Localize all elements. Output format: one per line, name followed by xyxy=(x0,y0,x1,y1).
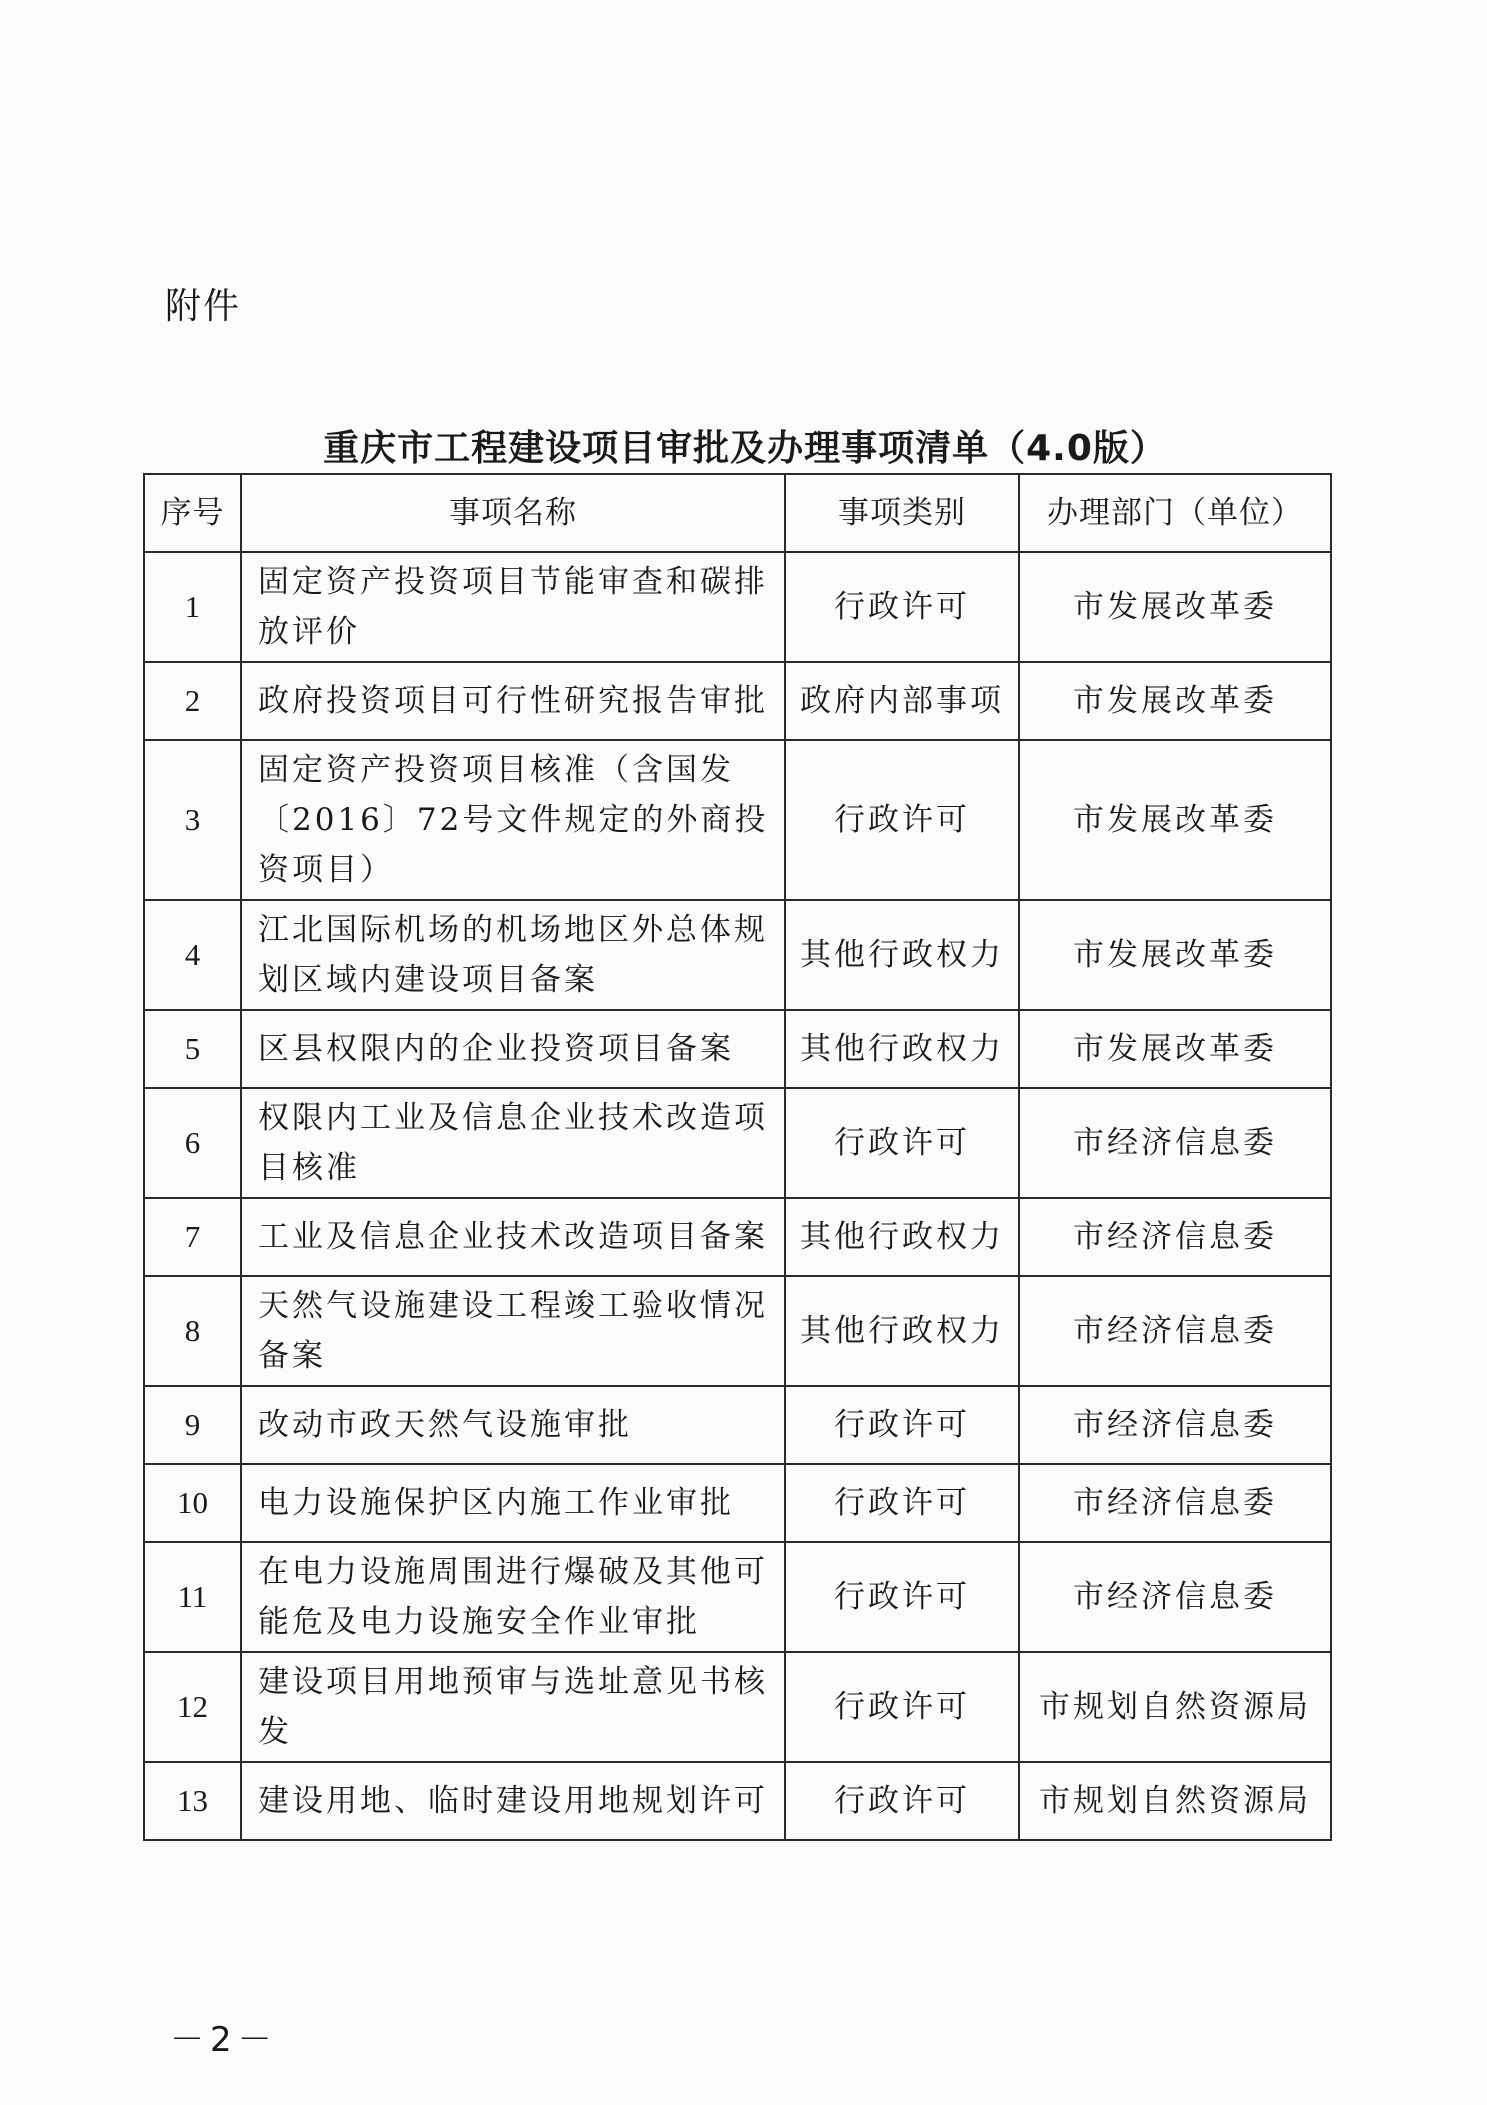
page-number: －2－ xyxy=(170,2020,278,2060)
table-row xyxy=(144,1276,1331,1386)
table-header-row xyxy=(144,474,1331,552)
row-number: 11 xyxy=(144,1542,241,1652)
item-type: 其他行政权力 xyxy=(785,1276,1019,1386)
item-name: 改动市政天然气设施审批 xyxy=(241,1386,785,1464)
row-number: 1 xyxy=(144,552,241,662)
row-number: 8 xyxy=(144,1276,241,1386)
row-number: 13 xyxy=(144,1762,241,1840)
item-name: 建设用地、临时建设用地规划许可 xyxy=(241,1762,785,1840)
row-number: 9 xyxy=(144,1386,241,1464)
row-number: 2 xyxy=(144,662,241,740)
item-name: 天然气设施建设工程竣工验收情况备案 xyxy=(241,1276,785,1386)
item-name: 区县权限内的企业投资项目备案 xyxy=(241,1010,785,1088)
header-no: 序号 xyxy=(144,474,241,552)
table-row xyxy=(144,1088,1331,1198)
item-type: 行政许可 xyxy=(785,1652,1019,1762)
table-row xyxy=(144,552,1331,662)
row-number: 3 xyxy=(144,740,241,900)
table-row xyxy=(144,1010,1331,1088)
item-type: 其他行政权力 xyxy=(785,1010,1019,1088)
header-name: 事项名称 xyxy=(241,474,785,552)
item-department: 市经济信息委 xyxy=(1019,1276,1331,1386)
row-number: 7 xyxy=(144,1198,241,1276)
item-type: 其他行政权力 xyxy=(785,1198,1019,1276)
item-name: 固定资产投资项目核准（含国发〔2016〕72号文件规定的外商投资项目） xyxy=(241,740,785,900)
row-number: 6 xyxy=(144,1088,241,1198)
item-name: 江北国际机场的机场地区外总体规划区域内建设项目备案 xyxy=(241,900,785,1010)
header-dept: 办理部门（单位） xyxy=(1019,474,1331,552)
item-department: 市发展改革委 xyxy=(1019,900,1331,1010)
item-name: 建设项目用地预审与选址意见书核发 xyxy=(241,1652,785,1762)
item-department: 市发展改革委 xyxy=(1019,1010,1331,1088)
item-department: 市经济信息委 xyxy=(1019,1386,1331,1464)
items-table xyxy=(143,473,1332,1841)
table-row xyxy=(144,1386,1331,1464)
item-department: 市发展改革委 xyxy=(1019,552,1331,662)
item-type: 政府内部事项 xyxy=(785,662,1019,740)
header-type: 事项类别 xyxy=(785,474,1019,552)
row-number: 12 xyxy=(144,1652,241,1762)
item-type: 行政许可 xyxy=(785,740,1019,900)
item-department: 市经济信息委 xyxy=(1019,1088,1331,1198)
item-department: 市发展改革委 xyxy=(1019,740,1331,900)
item-department: 市规划自然资源局 xyxy=(1019,1652,1331,1762)
item-department: 市发展改革委 xyxy=(1019,662,1331,740)
item-type: 行政许可 xyxy=(785,552,1019,662)
table-row xyxy=(144,1652,1331,1762)
table-row xyxy=(144,1198,1331,1276)
item-name: 在电力设施周围进行爆破及其他可能危及电力设施安全作业审批 xyxy=(241,1542,785,1652)
item-type: 行政许可 xyxy=(785,1386,1019,1464)
table-row xyxy=(144,1542,1331,1652)
item-name: 固定资产投资项目节能审查和碳排放评价 xyxy=(241,552,785,662)
attachment-label: 附件 xyxy=(165,286,242,327)
row-number: 4 xyxy=(144,900,241,1010)
row-number: 5 xyxy=(144,1010,241,1088)
table-row xyxy=(144,1464,1331,1542)
item-type: 行政许可 xyxy=(785,1464,1019,1542)
table-row xyxy=(144,900,1331,1010)
item-name: 政府投资项目可行性研究报告审批 xyxy=(241,662,785,740)
item-department: 市经济信息委 xyxy=(1019,1198,1331,1276)
item-type: 行政许可 xyxy=(785,1088,1019,1198)
item-name: 电力设施保护区内施工作业审批 xyxy=(241,1464,785,1542)
table-row xyxy=(144,1762,1331,1840)
item-name: 工业及信息企业技术改造项目备案 xyxy=(241,1198,785,1276)
table-row xyxy=(144,662,1331,740)
item-department: 市经济信息委 xyxy=(1019,1542,1331,1652)
item-type: 其他行政权力 xyxy=(785,900,1019,1010)
item-type: 行政许可 xyxy=(785,1762,1019,1840)
document-title: 重庆市工程建设项目审批及办理事项清单（4.0版） xyxy=(323,428,1167,469)
item-department: 市规划自然资源局 xyxy=(1019,1762,1331,1840)
item-department: 市经济信息委 xyxy=(1019,1464,1331,1542)
row-number: 10 xyxy=(144,1464,241,1542)
item-type: 行政许可 xyxy=(785,1542,1019,1652)
item-name: 权限内工业及信息企业技术改造项目核准 xyxy=(241,1088,785,1198)
table-row xyxy=(144,740,1331,900)
